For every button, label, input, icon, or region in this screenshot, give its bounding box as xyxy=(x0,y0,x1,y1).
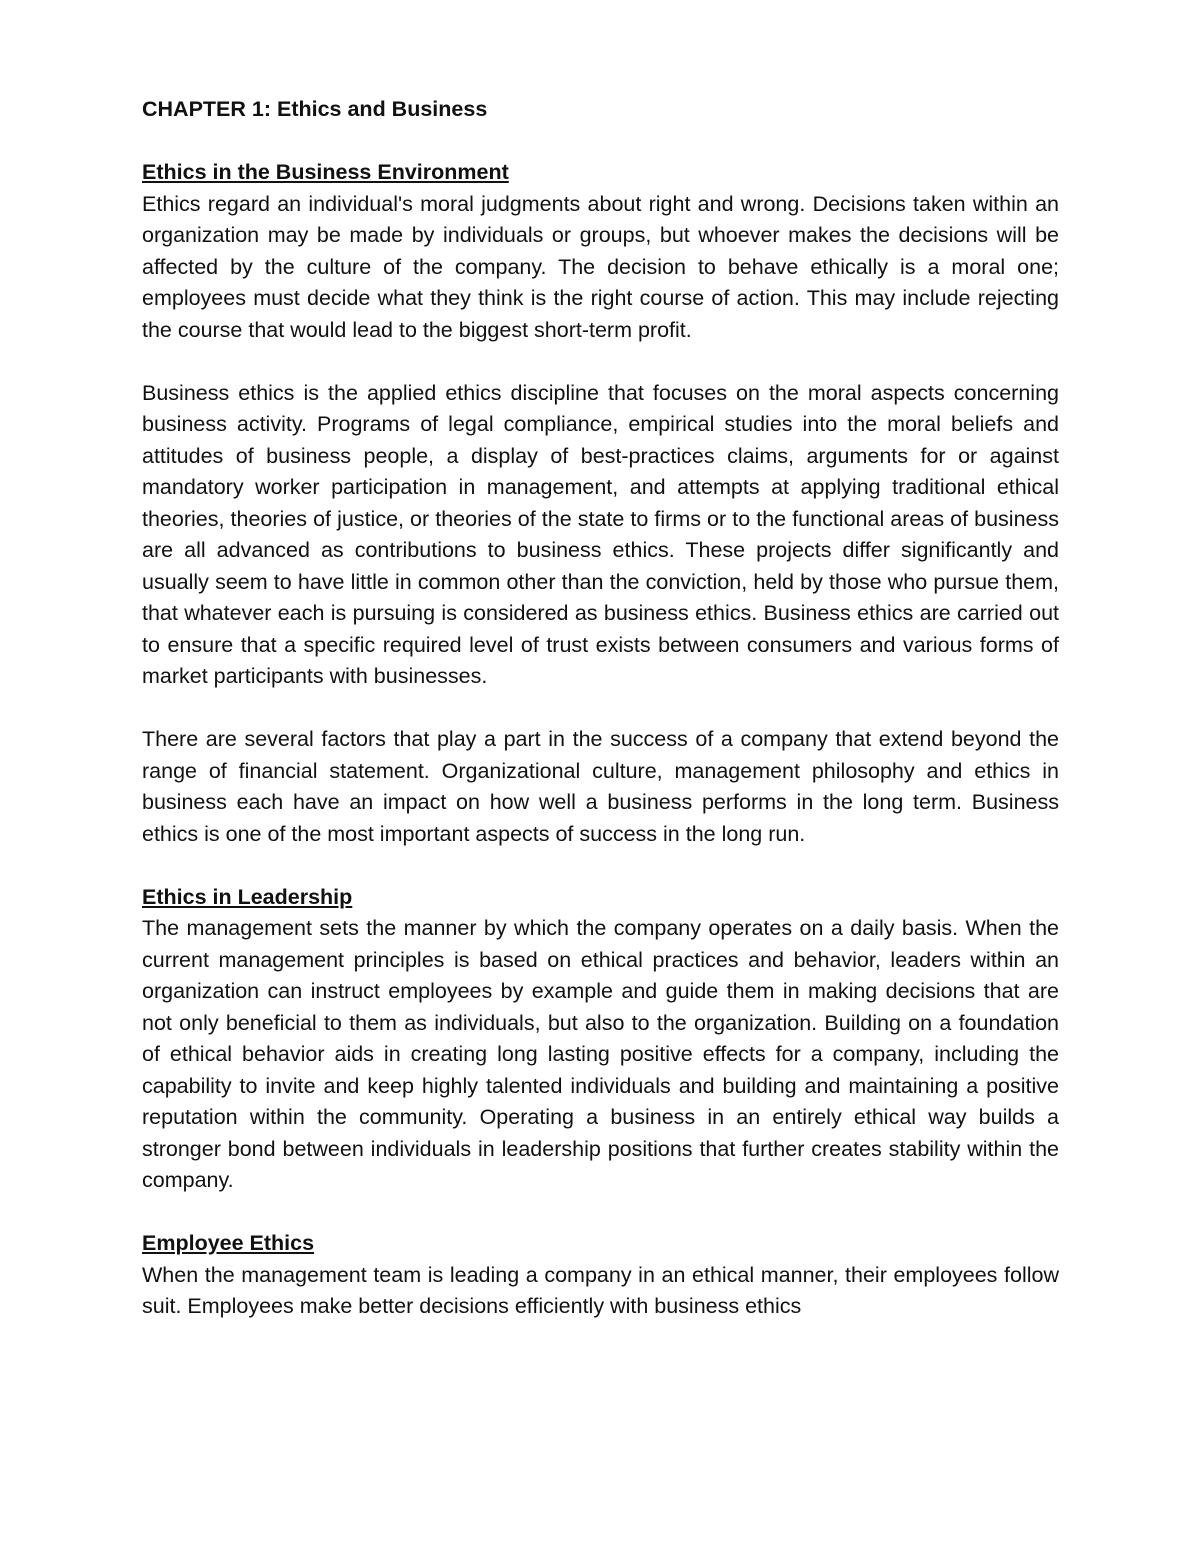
paragraph: There are several factors that play a part in the success of a company that extend beyond the range of financial statement. Organizational culture, management philosophy and ethics in business each have an impact on how well a business performs in the long term. Business ethics is one of the most important aspects of success in the long run. xyxy=(142,727,1059,846)
chapter-title: CHAPTER 1: Ethics and Business xyxy=(142,97,488,121)
section-heading-leadership: Ethics in Leadership xyxy=(142,884,353,909)
section-heading-employee-ethics: Employee Ethics xyxy=(142,1231,315,1255)
paragraph: Ethics regard an individual's moral judgments about right and wrong. Decisions taken within an organization may be made by individuals or groups, but whoever makes the decisions will be affected by the culture of the company. The decision to behave ethically is a moral one; employees must decide what they think is the right course of action. This may include rejecting the course that would lead to the biggest short-term profit. xyxy=(142,191,1059,342)
paragraph: When the management team is leading a company in an ethical manner, their employees follow suit. Employees make better decisions efficiently with business ethics xyxy=(142,1262,1059,1318)
paragraph: Business ethics is the applied ethics discipline that focuses on the moral aspects concerning business activity. Programs of legal compliance, empirical studies into the moral beliefs and attitudes of business people, a display of best-practices claims, arguments for or against mandatory worker participation in management, and attempts at applying traditional ethical theories, theories of justice, or theories of the state to firms or to the functional areas of business are all advanced as contributions to business ethics. These projects differ significantly and usually seem to have little in common other than the conviction, held by those who pursue them, that whatever each is pursuing is considered as business ethics. Business ethics are carried out to ensure that a specific required level of trust exists between consumers and various forms of market participants with businesses. xyxy=(142,380,1059,688)
paragraph: The management sets the manner by which the company operates on a daily basis. When the current management principles is based on ethical practices and behavior, leaders within an organization can instruct employees by example and guide them in making decisions that are not only beneficial to them as individuals, but also to the organization. Building on a foundation of ethical behavior aids in creating long lasting positive effects for a company, including the capability to invite and keep highly talented individuals and building and maintaining a positive reputation within the community. Operating a business in an entirely ethical way builds a stronger bond between individuals in leadership positions that further creates stability within the company. xyxy=(142,916,1059,1192)
document-page xyxy=(142,94,1059,1323)
section-heading-business-environment: Ethics in the Business Environment xyxy=(142,160,509,184)
